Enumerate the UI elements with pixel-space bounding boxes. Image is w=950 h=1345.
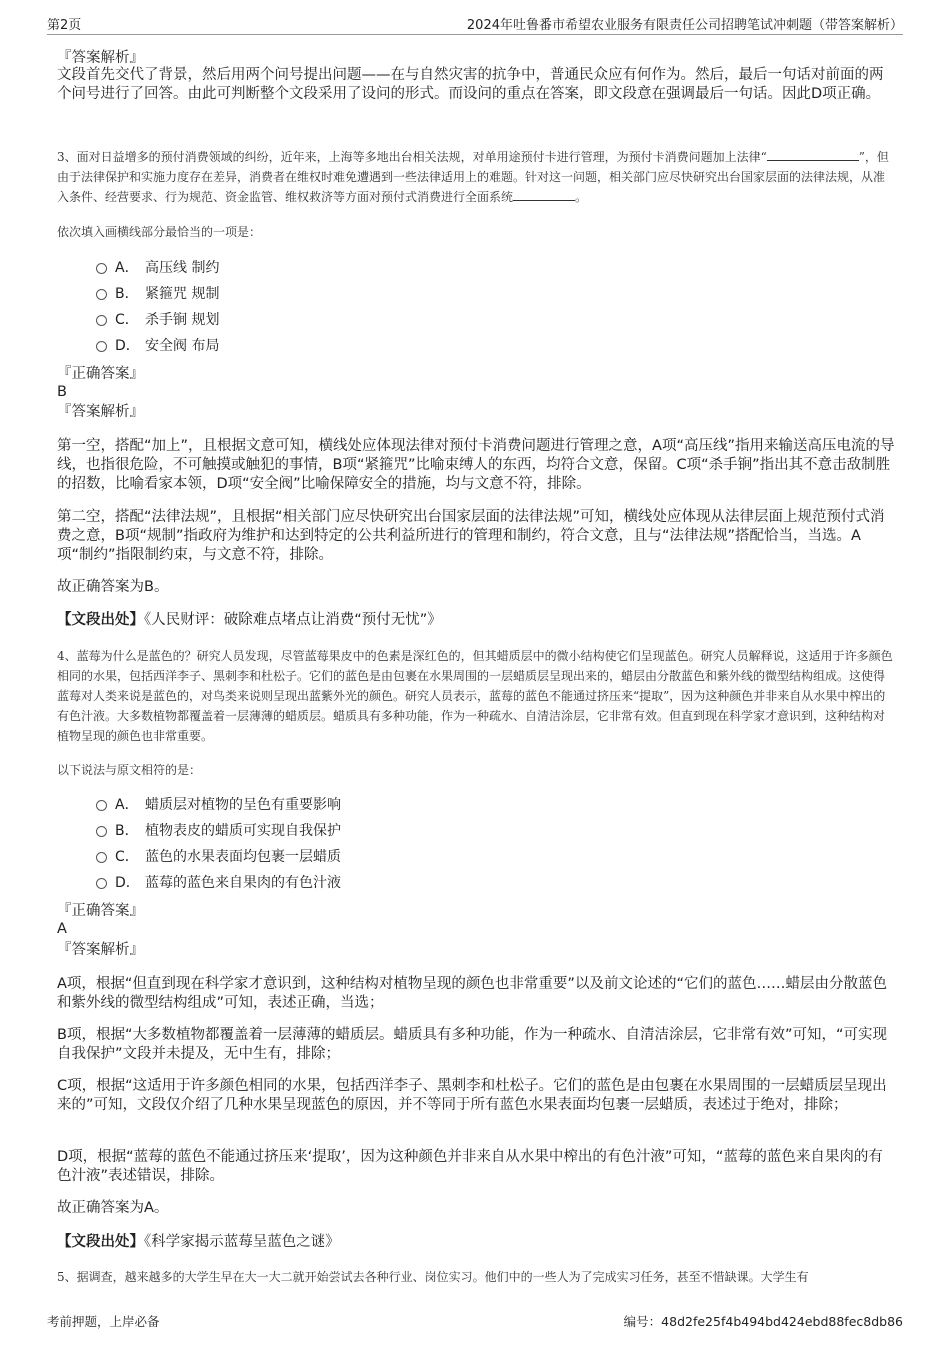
option-4b[interactable]: B． 植物表皮的蜡质可实现自我保护 — [96, 822, 341, 840]
analysis-text: 文段首先交代了背景，然后用两个问号提出问题——在与自然灾害的抗争中，普通民众应有何作为。然后，最后一句话对前面的两个问号进行了回答。由此可判断整个文段采用了设问的形式。而设问的重点在答案，即文段意在强调最后一句话。因此D项正确。 — [57, 67, 884, 102]
option-3d[interactable]: D． 安全阀 布局 — [96, 337, 219, 355]
footer-slogan: 考前押题，上岸必备 — [47, 1314, 160, 1329]
radio-icon[interactable] — [96, 826, 107, 837]
analysis-label: 『答案解析』 — [57, 942, 144, 958]
document-code: 编号：48d2fe25f4b494bd424ebd88fec8db86 — [623, 1314, 903, 1329]
radio-icon[interactable] — [96, 878, 107, 889]
radio-icon[interactable] — [96, 289, 107, 300]
answer-blank-2 — [513, 188, 575, 201]
option-4c[interactable]: C． 蓝色的水果表面均包裹一层蜡质 — [96, 848, 341, 866]
option-4a[interactable]: A． 蜡质层对植物的呈色有重要影响 — [96, 796, 341, 814]
option-4d[interactable]: D． 蓝莓的蓝色来自果肉的有色汁液 — [96, 874, 341, 892]
analysis-paragraph: A项，根据“但直到现在科学家才意识到，这种结构对植物呈现的颜色也非常重要”以及前文论述的“它们的蓝色……蜡层由分散蓝色和紫外线的微型结构组成”可知，表述正确，当选； — [57, 976, 887, 1011]
option-3a[interactable]: A． 高压线 制约 — [96, 259, 219, 277]
option-3b[interactable]: B． 紧箍咒 规制 — [96, 285, 219, 303]
analysis-paragraph: C项，根据“这适用于许多颜色相同的水果，包括西洋李子、黑刺李和杜松子。它们的蓝色是由包裹在水果周围的一层蜡质层呈现出来的”可知，文段仅介绍了几种水果呈现蓝色的原因，并不等同于所有蓝色水果表面均包裹一层蜡质，表述过于绝对，排除； — [57, 1078, 887, 1113]
analysis-paragraph: B项，根据“大多数植物都覆盖着一层薄薄的蜡质层。蜡质具有多种功能，作为一种疏水、自清洁涂层，它非常有效”可知，“可实现自我保护”文段并未提及，无中生有，排除； — [57, 1027, 887, 1062]
source-line: 【文段出处】《人民财评：破除难点堵点让消费“预付无忧”》 — [57, 612, 442, 628]
radio-icon[interactable] — [96, 800, 107, 811]
question-5-stem: 5、据调查，越来越多的大学生早在大一大二就开始尝试去各种行业、岗位实习。他们中的一些人为了完成实习任务，甚至不惜缺课。大学生有 — [57, 1270, 809, 1284]
analysis-label: 『答案解析』 — [57, 404, 144, 420]
correct-answer: A — [57, 921, 67, 937]
analysis-conclusion: 故正确答案为B。 — [57, 579, 169, 595]
analysis-paragraph: D项，根据“蓝莓的蓝色不能通过挤压来‘提取’，因为这种颜色并非来自从水果中榨出的有色汁液”可知，“蓝莓的蓝色来自果肉的有色汁液”表述错误，排除。 — [57, 1149, 883, 1184]
source-line: 【文段出处】《科学家揭示蓝莓呈蓝色之谜》 — [57, 1234, 340, 1250]
question-3-stem: 3、面对日益增多的预付消费领域的纠纷，近年来，上海等多地出台相关法规，对单用途预付卡进行管理，为预付卡消费问题加上法律“ ”，但由于法律保护和实施力度存在差异，消费者在维权时难免遭遇到一些法律适用上的难题。针对这一问题，相关部门应尽快研究出台国家层面的法律法规，从准入条件、经营要求、行为规范、资金监管、维权救济等方面对预付式消费进行全面系统 。 — [57, 150, 889, 204]
radio-icon[interactable] — [96, 852, 107, 863]
radio-icon[interactable] — [96, 263, 107, 274]
analysis-paragraph: 第二空，搭配“法律法规”，且根据“相关部门应尽快研究出台国家层面的法律法规”可知，横线处应体现从法律层面上规范预付式消费之意，B项“规制”指政府为维护和达到特定的公共利益所进行的管理和制约，符合文意，且与“法律法规”搭配恰当，当选。A项“制约”指限制约束，与文意不符，排除。 — [57, 509, 885, 563]
analysis-label: 『答案解析』 — [57, 50, 144, 66]
question-4-prompt: 以下说法与原文相符的是： — [57, 763, 202, 777]
analysis-conclusion: 故正确答案为A。 — [57, 1200, 169, 1216]
document-title: 2024年吐鲁番市希望农业服务有限责任公司招聘笔试冲刺题（带答案解析） — [466, 18, 903, 33]
radio-icon[interactable] — [96, 341, 107, 352]
option-3c[interactable]: C． 杀手锏 规划 — [96, 311, 219, 329]
question-3-prompt: 依次填入画横线部分最恰当的一项是： — [57, 225, 262, 239]
answer-blank-1 — [767, 148, 859, 161]
correct-answer-label: 『正确答案』 — [57, 366, 144, 382]
correct-answer: B — [57, 384, 67, 400]
correct-answer-label: 『正确答案』 — [57, 903, 144, 919]
radio-icon[interactable] — [96, 315, 107, 326]
page-number: 第2页 — [47, 18, 82, 33]
question-4-stem: 4、蓝莓为什么是蓝色的？研究人员发现，尽管蓝莓果皮中的色素是深红色的，但其蜡质层中的微小结构使它们呈现蓝色。研究人员解释说，这适用于许多颜色相同的水果，包括西洋李子、黑刺李和杜松子。它们的蓝色是由包裹在水果周围的一层蜡质层呈现出来的，蜡层由分散蓝色和紫外线的微型结构组成。这使得蓝莓对人类来说是蓝色的，对鸟类来说则呈现出蓝紫外光的颜色。研究人员表示，蓝莓的蓝色不能通过挤压来“提取”，因为这种颜色并非来自从水果中榨出的有色汁液。大多数植物都覆盖着一层薄薄的蜡质层。蜡质具有多种功能，作为一种疏水、自清洁涂层，它非常有效。但直到现在科学家才意识到，这种结构对植物呈现的颜色也非常重要。 — [57, 649, 893, 743]
page-header — [47, 14, 903, 35]
analysis-paragraph: 第一空，搭配“加上”，且根据文意可知，横线处应体现法律对预付卡消费问题进行管理之意，A项“高压线”指用来输送高压电流的导线，也指很危险，不可触摸或触犯的事情，B项“紧箍咒”比喻束缚人的东西，均符合文意，保留。C项“杀手锏”指出其不意击敌制胜的招数，比喻看家本领，D项“安全阀”比喻保障安全的措施，均与文意不符，排除。 — [57, 438, 895, 492]
